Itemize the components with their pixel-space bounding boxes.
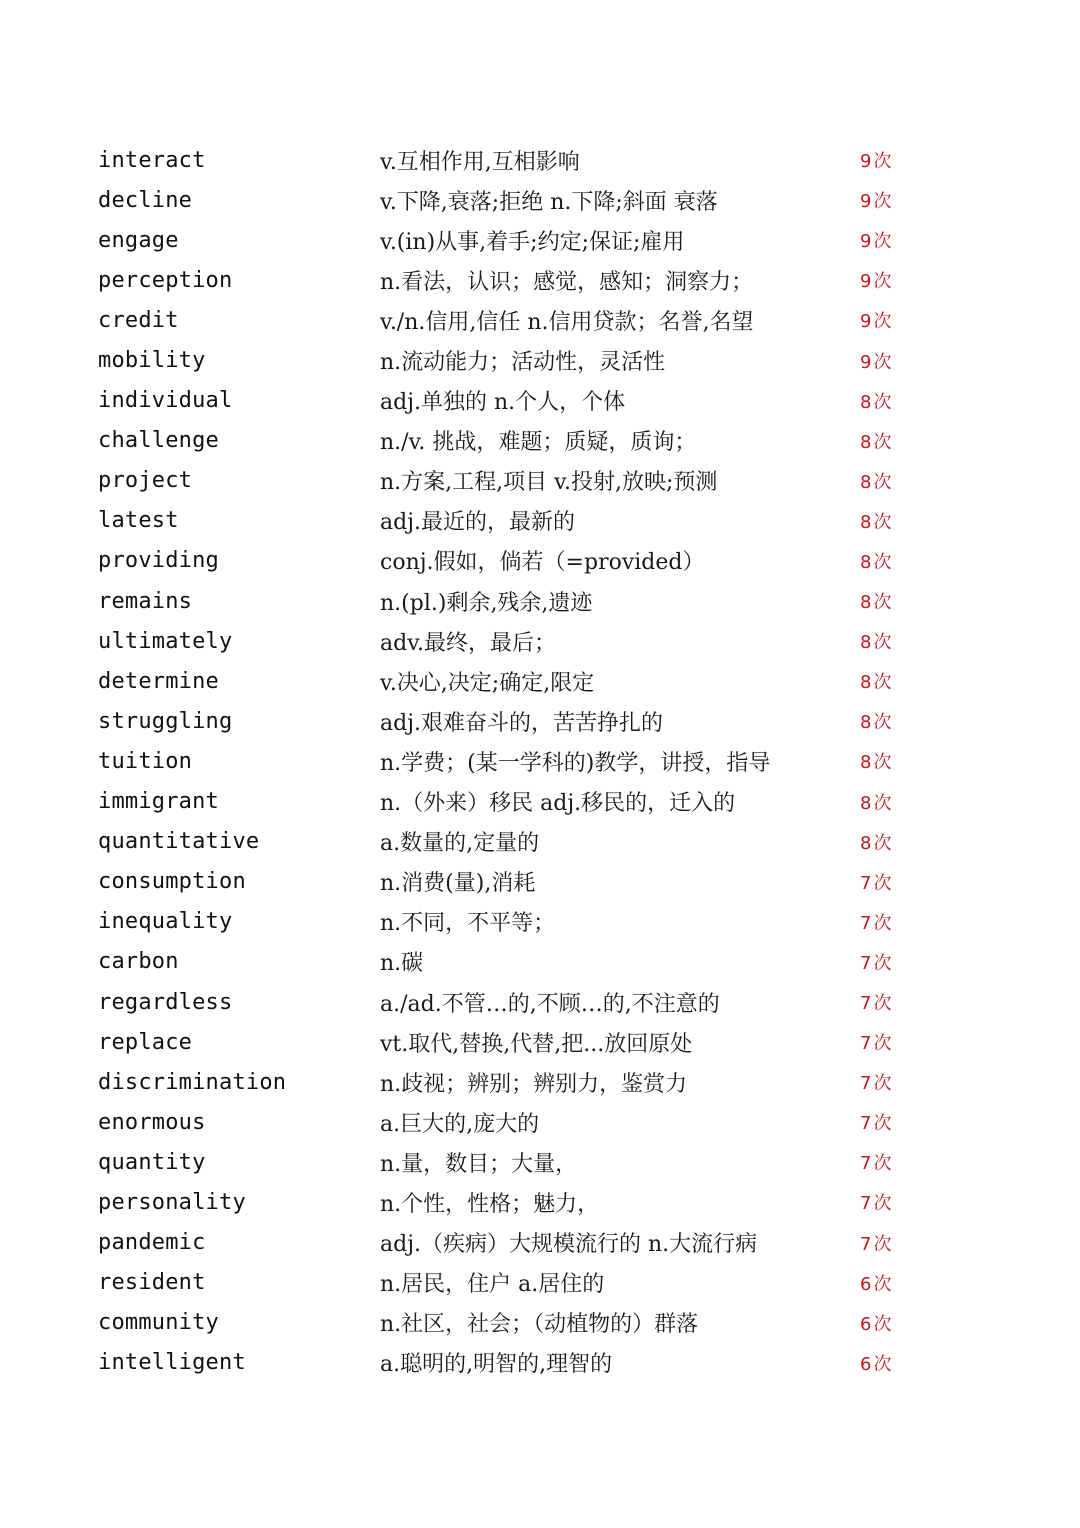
vocab-meaning: n.不同，不平等；	[380, 911, 556, 937]
frequency-number: 9	[860, 271, 872, 293]
frequency-unit: 次	[873, 872, 892, 894]
vocab-meaning: n.个性，性格；魅力，	[380, 1191, 600, 1217]
frequency-count	[860, 588, 918, 614]
vocab-meaning: a.聪明的,明智的,理智的	[380, 1352, 613, 1378]
frequency-count	[860, 147, 918, 173]
frequency-count	[860, 508, 918, 534]
frequency-number: 8	[860, 431, 872, 453]
frequency-count	[860, 989, 918, 1015]
vocab-word: determine	[98, 668, 220, 694]
frequency-number: 8	[860, 832, 872, 854]
vocab-word: immigrant	[98, 789, 220, 815]
vocab-word: consumption	[98, 869, 246, 895]
frequency-number: 8	[860, 511, 872, 533]
frequency-number: 6	[860, 1313, 872, 1335]
vocab-row	[98, 822, 918, 862]
frequency-unit: 次	[873, 912, 892, 934]
frequency-count	[860, 789, 918, 815]
vocab-meaning: a.数量的,定量的	[380, 831, 540, 857]
vocab-word: providing	[98, 548, 220, 574]
vocab-word: latest	[98, 508, 179, 534]
vocab-row	[98, 741, 918, 781]
frequency-number: 8	[860, 672, 872, 694]
frequency-count	[860, 307, 918, 333]
frequency-unit: 次	[873, 993, 892, 1015]
frequency-number: 9	[860, 151, 872, 173]
frequency-unit: 次	[873, 592, 892, 614]
frequency-number: 7	[860, 1193, 872, 1215]
vocab-row	[98, 1343, 918, 1383]
frequency-number: 8	[860, 391, 872, 413]
frequency-unit: 次	[873, 471, 892, 493]
frequency-number: 7	[860, 872, 872, 894]
vocab-meaning: n.量，数目；大量，	[380, 1151, 578, 1177]
vocab-word: ultimately	[98, 628, 233, 654]
frequency-number: 7	[860, 1033, 872, 1055]
vocab-row	[98, 1022, 918, 1062]
vocab-row	[98, 942, 918, 982]
vocab-row	[98, 581, 918, 621]
vocab-row	[98, 421, 918, 461]
vocab-row	[98, 661, 918, 701]
vocab-row	[98, 381, 918, 421]
vocab-meaning: n.社区，社会；（动植物的）群落	[380, 1312, 699, 1338]
frequency-number: 6	[860, 1273, 872, 1295]
frequency-count	[860, 388, 918, 414]
frequency-number: 7	[860, 1153, 872, 1175]
vocab-word: resident	[98, 1270, 206, 1296]
frequency-unit: 次	[873, 311, 892, 333]
frequency-unit: 次	[873, 271, 892, 293]
vocab-row	[98, 260, 918, 300]
vocab-meaning: n.（外来）移民 adj.移民的，迁入的	[380, 791, 736, 817]
frequency-count	[860, 1189, 918, 1215]
vocab-meaning: adj.艰难奋斗的，苦苦挣扎的	[380, 710, 664, 736]
vocab-word: carbon	[98, 949, 179, 975]
vocab-row	[98, 782, 918, 822]
vocabulary-list	[98, 140, 918, 1383]
frequency-count	[860, 428, 918, 454]
frequency-count	[860, 829, 918, 855]
vocab-word: credit	[98, 307, 179, 333]
vocab-word: personality	[98, 1189, 246, 1215]
frequency-unit: 次	[873, 1313, 892, 1335]
frequency-count	[860, 1230, 918, 1256]
vocab-row	[98, 1223, 918, 1263]
frequency-count	[860, 628, 918, 654]
frequency-number: 9	[860, 311, 872, 333]
vocab-word: engage	[98, 227, 179, 253]
vocab-word: intelligent	[98, 1350, 246, 1376]
vocab-word: decline	[98, 187, 193, 213]
frequency-number: 8	[860, 471, 872, 493]
vocab-meaning: v.决心,决定;确定,限定	[380, 670, 595, 696]
vocab-meaning: vt.取代,替换,代替,把...放回原处	[380, 1031, 693, 1057]
vocab-word: community	[98, 1310, 220, 1336]
frequency-number: 9	[860, 351, 872, 373]
frequency-unit: 次	[873, 151, 892, 173]
frequency-number: 8	[860, 752, 872, 774]
vocab-word: quantity	[98, 1149, 206, 1175]
vocab-meaning: n.歧视；辨别；辨别力，鉴赏力	[380, 1071, 688, 1097]
frequency-count	[860, 1109, 918, 1135]
vocab-meaning: n.消费(量),消耗	[380, 871, 536, 897]
vocab-meaning: n.居民，住户 a.居住的	[380, 1272, 605, 1298]
vocab-meaning: v.(in)从事,着手;约定;保证;雇用	[380, 229, 685, 255]
frequency-count	[860, 708, 918, 734]
vocab-meaning: v.下降,衰落;拒绝 n.下降;斜面 衰落	[380, 189, 718, 215]
vocab-row	[98, 902, 918, 942]
vocab-row	[98, 501, 918, 541]
frequency-count	[860, 1310, 918, 1336]
frequency-count	[860, 187, 918, 213]
frequency-count	[860, 1270, 918, 1296]
vocab-row	[98, 1182, 918, 1222]
vocab-word: pandemic	[98, 1230, 206, 1256]
vocab-row	[98, 1303, 918, 1343]
vocab-meaning: adj.（疾病）大规模流行的 n.大流行病	[380, 1232, 758, 1258]
vocab-word: individual	[98, 388, 233, 414]
vocab-row	[98, 340, 918, 380]
frequency-unit: 次	[873, 511, 892, 533]
frequency-unit: 次	[873, 752, 892, 774]
frequency-count	[860, 1350, 918, 1376]
frequency-count	[860, 548, 918, 574]
frequency-unit: 次	[873, 1193, 892, 1215]
vocab-row	[98, 862, 918, 902]
vocab-row	[98, 621, 918, 661]
frequency-unit: 次	[873, 1153, 892, 1175]
frequency-unit: 次	[873, 1273, 892, 1295]
vocab-word: replace	[98, 1029, 193, 1055]
vocab-meaning: n./v. 挑战，难题；质疑，质询；	[380, 430, 697, 456]
frequency-unit: 次	[873, 1353, 892, 1375]
vocab-row	[98, 180, 918, 220]
vocab-meaning: n.流动能力；活动性，灵活性	[380, 350, 666, 376]
frequency-number: 9	[860, 191, 872, 213]
vocab-row	[98, 1263, 918, 1303]
frequency-unit: 次	[873, 391, 892, 413]
frequency-number: 7	[860, 1073, 872, 1095]
vocab-word: inequality	[98, 909, 233, 935]
vocab-meaning: v./n.信用,信任 n.信用贷款；名誉,名望	[380, 309, 754, 335]
vocab-row	[98, 982, 918, 1022]
vocab-row	[98, 140, 918, 180]
vocab-word: project	[98, 468, 193, 494]
frequency-unit: 次	[873, 632, 892, 654]
frequency-unit: 次	[873, 712, 892, 734]
frequency-number: 7	[860, 993, 872, 1015]
vocab-meaning: n.碳	[380, 951, 424, 977]
frequency-unit: 次	[873, 672, 892, 694]
frequency-unit: 次	[873, 1073, 892, 1095]
vocab-row	[98, 1142, 918, 1182]
vocab-row	[98, 300, 918, 340]
vocab-meaning: n.方案,工程,项目 v.投射,放映;预测	[380, 470, 718, 496]
frequency-number: 7	[860, 1113, 872, 1135]
vocab-word: quantitative	[98, 829, 260, 855]
vocab-meaning: adj.单独的 n.个人，个体	[380, 390, 626, 416]
vocab-word: remains	[98, 588, 193, 614]
frequency-count	[860, 909, 918, 935]
frequency-unit: 次	[873, 792, 892, 814]
vocab-row	[98, 220, 918, 260]
vocab-meaning: n.学费；(某一学科的)教学，讲授，指导	[380, 750, 771, 776]
frequency-count	[860, 748, 918, 774]
vocab-word: interact	[98, 147, 206, 173]
frequency-number: 7	[860, 952, 872, 974]
vocab-meaning: a.巨大的,庞大的	[380, 1111, 540, 1137]
frequency-number: 8	[860, 792, 872, 814]
vocab-word: mobility	[98, 348, 206, 374]
vocab-row	[98, 541, 918, 581]
frequency-unit: 次	[873, 1113, 892, 1135]
frequency-count	[860, 267, 918, 293]
frequency-count	[860, 468, 918, 494]
frequency-unit: 次	[873, 551, 892, 573]
frequency-unit: 次	[873, 1233, 892, 1255]
frequency-count	[860, 949, 918, 975]
vocab-word: perception	[98, 267, 233, 293]
frequency-count	[860, 869, 918, 895]
frequency-count	[860, 668, 918, 694]
frequency-count	[860, 1149, 918, 1175]
vocab-meaning: n.(pl.)剩余,残余,遗迹	[380, 590, 593, 616]
vocab-word: tuition	[98, 748, 193, 774]
frequency-number: 6	[860, 1353, 872, 1375]
frequency-number: 8	[860, 632, 872, 654]
vocab-word: enormous	[98, 1109, 206, 1135]
frequency-unit: 次	[873, 431, 892, 453]
vocab-meaning: adv.最终，最后；	[380, 630, 557, 656]
vocab-word: discrimination	[98, 1069, 287, 1095]
vocab-meaning: n.看法，认识；感觉，感知；洞察力；	[380, 269, 754, 295]
frequency-number: 8	[860, 712, 872, 734]
frequency-number: 8	[860, 592, 872, 614]
frequency-unit: 次	[873, 351, 892, 373]
frequency-number: 7	[860, 1233, 872, 1255]
vocab-word: struggling	[98, 708, 233, 734]
frequency-unit: 次	[873, 1033, 892, 1055]
vocab-row	[98, 1062, 918, 1102]
vocab-meaning: v.互相作用,互相影响	[380, 149, 580, 175]
vocab-word: challenge	[98, 428, 220, 454]
frequency-count	[860, 227, 918, 253]
vocab-word: regardless	[98, 989, 233, 1015]
frequency-number: 8	[860, 551, 872, 573]
vocab-row	[98, 701, 918, 741]
frequency-number: 7	[860, 912, 872, 934]
frequency-unit: 次	[873, 231, 892, 253]
vocab-row	[98, 461, 918, 501]
vocab-meaning: a./ad.不管…的,不顾…的,不注意的	[380, 991, 720, 1017]
vocab-row	[98, 1102, 918, 1142]
frequency-count	[860, 348, 918, 374]
frequency-number: 9	[860, 231, 872, 253]
frequency-count	[860, 1069, 918, 1095]
frequency-unit: 次	[873, 191, 892, 213]
vocab-meaning: adj.最近的，最新的	[380, 510, 576, 536]
frequency-unit: 次	[873, 952, 892, 974]
frequency-unit: 次	[873, 832, 892, 854]
frequency-count	[860, 1029, 918, 1055]
vocab-meaning: conj.假如，倘若（=provided）	[380, 550, 705, 576]
